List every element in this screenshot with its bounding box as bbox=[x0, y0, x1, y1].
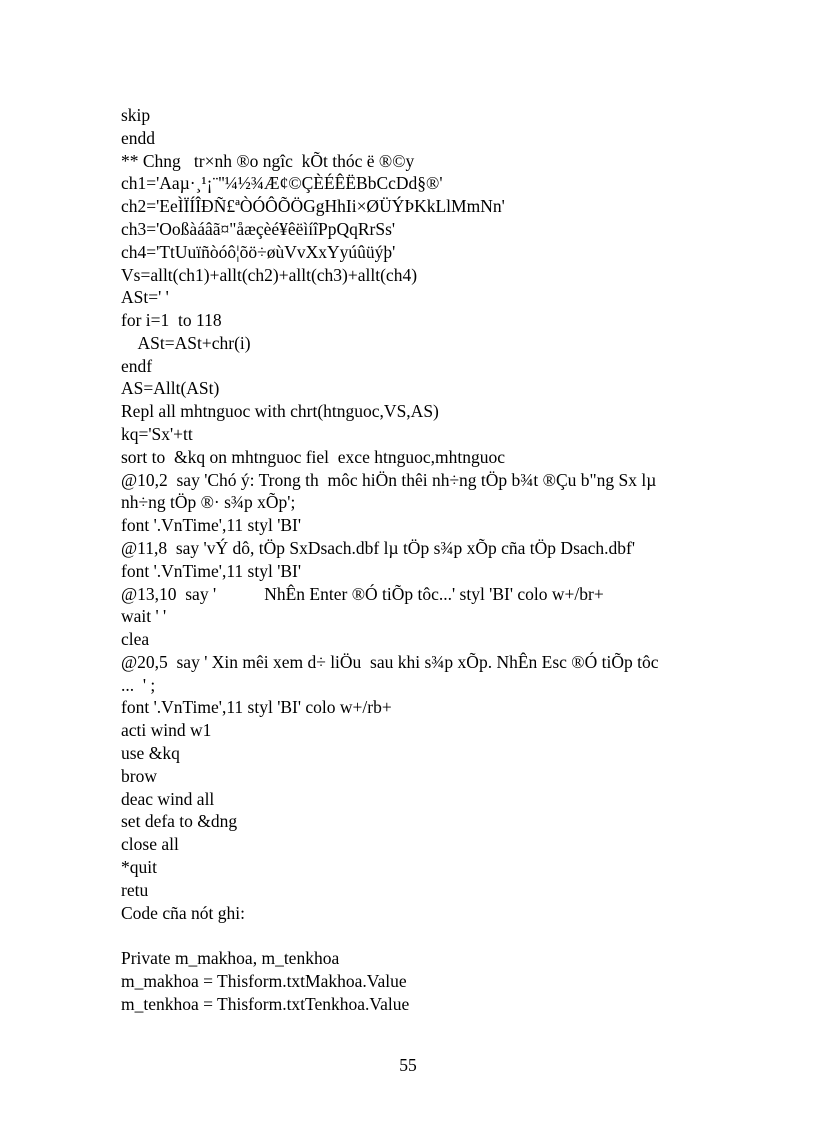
code-line: Code cña nót ghi: bbox=[121, 903, 245, 923]
code-line: set defa to &dng bbox=[121, 811, 238, 831]
code-line: nh÷ng tÖp ®· s¾p xÕp'; bbox=[121, 492, 296, 512]
code-line: brow bbox=[121, 766, 157, 786]
code-line: deac wind all bbox=[121, 789, 215, 809]
code-line: sort to &kq on mhtnguoc fiel exce htnguoc,mhtnguoc bbox=[121, 447, 505, 467]
code-line: kq='Sx'+tt bbox=[121, 424, 193, 444]
code-line: @11,8 say 'vÝ dô, tÖp SxDsach.dbf lµ tÖp s¾p xÕp cña tÖp Dsach.dbf' bbox=[121, 538, 636, 558]
code-line: m_tenkhoa = Thisform.txtTenkhoa.Value bbox=[121, 994, 410, 1014]
code-line: Private m_makhoa, m_tenkhoa bbox=[121, 948, 340, 968]
code-line: acti wind w1 bbox=[121, 720, 212, 740]
code-line: *quit bbox=[121, 857, 157, 877]
code-line: @10,2 say 'Chó ý: Trong th môc hiÖn thêi nh÷ng tÖp b¾t ®Çu b"ng Sx lµ bbox=[121, 470, 657, 490]
page-number: 55 bbox=[399, 1055, 417, 1075]
code-line: Vs=allt(ch1)+allt(ch2)+allt(ch3)+allt(ch4) bbox=[121, 265, 418, 285]
code-line: endf bbox=[121, 356, 153, 376]
code-line: @13,10 say ' NhÊn Enter ®Ó tiÕp tôc...' styl 'BI' colo w+/br+ bbox=[121, 584, 604, 604]
code-line: @20,5 say ' Xin mêi xem d÷ liÖu sau khi s¾p xÕp. NhÊn Esc ®Ó tiÕp tôc bbox=[121, 652, 659, 672]
code-line: use &kq bbox=[121, 743, 180, 763]
code-line: font '.VnTime',11 styl 'BI' colo w+/rb+ bbox=[121, 697, 392, 717]
code-line: for i=1 to 118 bbox=[121, 310, 222, 330]
code-line: retu bbox=[121, 880, 149, 900]
code-line: ** Chng tr×nh ®o ngîc kÕt thóc ë ®©y bbox=[121, 151, 415, 171]
code-line: ch2='EeÌÏÍÎÐÑ£ªÒÓÔÕÖGgHhIi×ØÜÝÞKkLlMmNn' bbox=[121, 196, 505, 216]
code-line: endd bbox=[121, 128, 156, 148]
code-line: ch3='Ooßàáâã¤"åæçèé¥êëìíîPpQqRrSs' bbox=[121, 219, 396, 239]
code-line: ASt=ASt+chr(i) bbox=[121, 333, 251, 353]
code-line: wait ' ' bbox=[121, 606, 167, 626]
code-line: ch4='TtUuïñòóô¦õö÷øùVvXxYyúûüýþ' bbox=[121, 242, 396, 262]
code-line: Repl all mhtnguoc with chrt(htnguoc,VS,AS) bbox=[121, 401, 439, 421]
code-line: skip bbox=[121, 105, 151, 125]
code-line: font '.VnTime',11 styl 'BI' bbox=[121, 561, 302, 581]
code-line: ASt=' ' bbox=[121, 287, 169, 307]
code-line: font '.VnTime',11 styl 'BI' bbox=[121, 515, 302, 535]
code-line: clea bbox=[121, 629, 150, 649]
code-line: m_makhoa = Thisform.txtMakhoa.Value bbox=[121, 971, 407, 991]
code-line: close all bbox=[121, 834, 179, 854]
code-line: ch1='Aaµ·¸¹¡¨''¼½¾Æ¢©ÇÈÉÊËBbCcDd§®' bbox=[121, 173, 443, 193]
code-line: ... ' ; bbox=[121, 675, 156, 695]
code-line: AS=Allt(ASt) bbox=[121, 378, 220, 398]
